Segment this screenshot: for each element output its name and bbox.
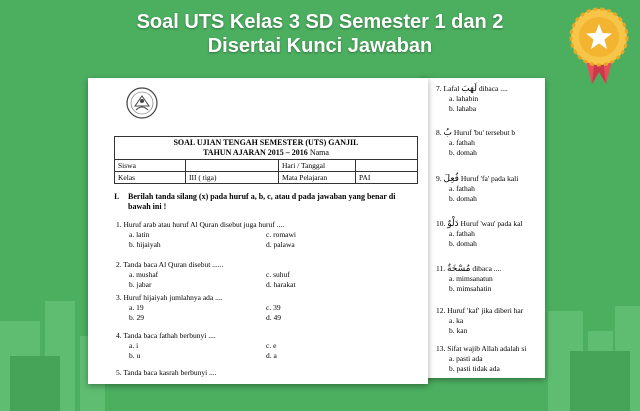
question-11: 11. مُسْخَةٌ dibaca .... a. mimsanatun b. mimsahatin (436, 264, 545, 294)
option-a: a. pasti ada (449, 354, 483, 363)
option-d: d. harakat (266, 280, 296, 289)
option-c: c. 39 (266, 303, 281, 312)
kelas-value: III ( tiga) (186, 172, 279, 184)
option-a: a. ka (449, 316, 464, 325)
option-a: a. latin (129, 230, 150, 239)
option-c: c. suhuf (266, 270, 290, 279)
title-line-1: Soal UTS Kelas 3 SD Semester 1 dan 2 (136, 11, 504, 33)
option-c: c. e (266, 341, 277, 350)
option-d: d. a (266, 351, 277, 360)
question-3: 3. Huruf hijaiyah jumlahnya ada .... a. 19 b. 29 c. 39 d. 49 (116, 293, 281, 322)
option-b: b. jabar (129, 280, 152, 289)
tut-wuri-handayani-logo (122, 86, 162, 120)
option-b: b. domah (449, 148, 477, 157)
option-a: a. lahabin (449, 94, 479, 103)
question-4: 4. Tanda baca fathah berbunyi .... a. i b. u c. e d. a (116, 331, 277, 360)
question-12: 12. Huruf 'kaf' jika diberi har a. ka b. kan (436, 306, 545, 336)
star-badge-icon (568, 6, 630, 86)
question-10: 10. دَلْوٌ Huruf 'wau' pada kal a. fathah b. domah (436, 219, 545, 249)
option-b: b. 29 (129, 313, 144, 322)
option-b: b. domah (449, 194, 477, 203)
mapel-label: Mata Pelajaran (279, 172, 356, 184)
option-b: b. pasti tidak ada (449, 364, 500, 373)
option-b: b. kan (449, 326, 468, 335)
siswa-label: Siswa (115, 160, 186, 172)
hari-value (356, 160, 418, 172)
option-a: a. mimsanatun (449, 274, 493, 283)
option-d: d. 49 (266, 313, 281, 322)
option-b: b. hijaiyah (129, 240, 161, 249)
question-5: 5. Tanda baca kasrah berbunyi .... (116, 368, 217, 377)
exam-title: SOAL UJIAN TENGAH SEMESTER (UTS) GANJIL TAHUN AJARAN 2015 – 2016 Nama (115, 137, 418, 160)
option-b: b. domah (449, 239, 477, 248)
exam-sheet-page-1: SOAL UJIAN TENGAH SEMESTER (UTS) GANJIL TAHUN AJARAN 2015 – 2016 Nama Siswa Hari / Tanggal Kelas III ( tiga) Mata Pelajaran PAI I. Berilah tanda silang (x) pada huruf a, b, c, atau d pada jawaban yang benar di bawah ini ! 1. Huruf arab atau huruf Al Quran disebut juga huruf .... a. latin b. hijaiyah c. romawi d. palawa 2. Tanda baca Al Quran disebut ...... a. mushaf b. jabar c. suhuf d. harakat 3. Huruf hijaiyah jumlahnya ada .... a. 19 b. 29 c. 39 d. 49 4. Tanda baca fathah berbunyi .... a. i b. u c. e d. a 5. Tanda baca kasrah berbunyi .... (88, 78, 428, 384)
option-a: a. fathah (449, 229, 475, 238)
option-a: a. fathah (449, 184, 475, 193)
option-a: a. 19 (129, 303, 144, 312)
question-2: 2. Tanda baca Al Quran disebut ...... a. mushaf b. jabar c. suhuf d. harakat (116, 260, 296, 289)
question-9: 9. فُعِلَ Huruf 'fa' pada kali a. fathah b. domah (436, 174, 545, 204)
option-b: b. u (129, 351, 141, 360)
question-8: 8. بُ Huruf 'bu' tersebut b a. fathah b. domah (436, 128, 545, 158)
hari-label: Hari / Tanggal (279, 160, 356, 172)
page-title (0, 10, 640, 58)
question-7: 7. Lafal لَهَبَ dibaca .... a. lahabin b. lahaba (436, 84, 545, 114)
title-line-2: Disertai Kunci Jawaban (207, 35, 433, 57)
kelas-label: Kelas (115, 172, 186, 184)
option-a: a. fathah (449, 138, 475, 147)
option-c: c. romawi (266, 230, 296, 239)
question-13: 13. Sifat wajib Allah adalah si a. pasti ada b. pasti tidak ada (436, 344, 545, 374)
siswa-value (186, 160, 279, 172)
exam-header-table (114, 136, 418, 184)
option-a: a. mushaf (129, 270, 159, 279)
option-b: b. lahaba (449, 104, 477, 113)
option-a: a. i (129, 341, 139, 350)
question-1: 1. Huruf arab atau huruf Al Quran disebut juga huruf .... a. latin b. hijaiyah c. romawi d. palawa (116, 220, 296, 249)
exam-sheet-page-2 (420, 78, 545, 378)
mapel-value: PAI (356, 172, 418, 184)
option-b: b. mimsahatin (449, 284, 492, 293)
option-d: d. palawa (266, 240, 295, 249)
